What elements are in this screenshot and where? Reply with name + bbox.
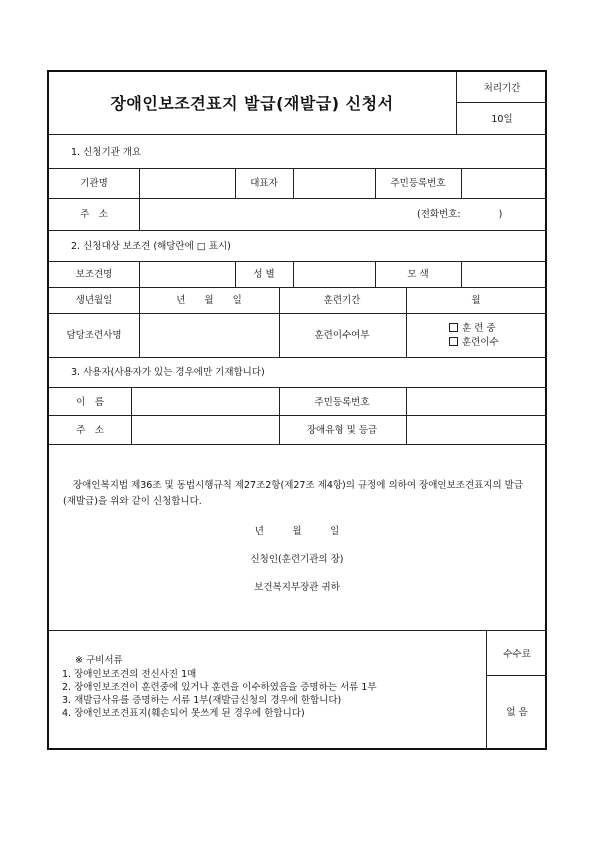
application-date[interactable]: 년 월 일 xyxy=(254,526,340,537)
application-form xyxy=(47,70,547,750)
dog-sex-label: 성 별 xyxy=(253,269,275,280)
agency-address-label: 주 소 xyxy=(80,209,108,220)
row-rule xyxy=(49,313,547,314)
fee-value: 없 음 xyxy=(506,707,528,718)
trainer-name-label: 담당조련사명 xyxy=(66,330,122,341)
fee-divider xyxy=(486,630,487,750)
col-rule xyxy=(375,261,376,287)
declaration-text: 장애인복지법 제36조 및 동법시행규칙 제27조2항(제27조 제4항)의 규정에 의하여 장애인보조견표지의 발급(재발급)을 위와 같이 신청합니다. xyxy=(63,480,524,507)
processing-period-value: 10일 xyxy=(491,114,513,125)
training-completion-label: 훈련이수여부 xyxy=(314,330,370,341)
row-rule xyxy=(49,287,547,288)
dog-color-label: 모 색 xyxy=(407,269,429,280)
document-item-2: 2. 장애인보조견이 훈련중에 있거나 훈련을 이수하였음을 증명하는 서류 1부 xyxy=(62,682,377,693)
user-name-field[interactable] xyxy=(132,388,278,414)
resident-no-label: 주민등록번호 xyxy=(390,178,446,189)
trainer-name-field[interactable] xyxy=(140,314,278,356)
title-divider xyxy=(456,72,457,134)
agency-address-field[interactable] xyxy=(140,199,440,229)
user-address-field[interactable] xyxy=(132,416,278,443)
col-rule xyxy=(375,168,376,198)
dog-name-label: 보조견명 xyxy=(75,269,113,280)
training-period-label: 훈련기간 xyxy=(323,295,361,306)
document-item-4: 4. 장애인보조견표지(훼손되어 못쓰게 된 경우에 한합니다) xyxy=(62,708,305,719)
birth-date-label: 생년월일 xyxy=(75,295,113,306)
representative-label: 대표자 xyxy=(250,178,278,189)
dog-sex-field[interactable] xyxy=(294,262,374,286)
fee-label: 수수료 xyxy=(503,649,531,660)
documents-heading: ※ 구비서류 xyxy=(75,655,123,666)
agency-phone-label: (전화번호: ) xyxy=(417,209,503,220)
form-title: 장애인보조견표지 발급(재발급) 신청서 xyxy=(110,94,394,113)
user-resident-no-field[interactable] xyxy=(407,388,546,414)
disability-grade-field[interactable] xyxy=(407,416,546,443)
section2-heading: 2. 신청대상 보조견 (해당란에 □ 표시) xyxy=(71,241,231,252)
agency-name-field[interactable] xyxy=(140,169,234,197)
checkbox-completed[interactable] xyxy=(449,337,458,346)
dog-color-field[interactable] xyxy=(462,262,546,286)
birth-date-field[interactable]: 년 월 일 xyxy=(176,295,242,306)
section1-heading: 1. 신청기관 개요 xyxy=(71,147,142,158)
footer-rule xyxy=(49,630,547,631)
agency-name-label: 기관명 xyxy=(80,178,108,189)
checkbox-in-training[interactable] xyxy=(449,323,458,332)
col-rule xyxy=(279,287,280,357)
user-address-label: 주 소 xyxy=(76,425,104,436)
col-rule xyxy=(235,168,236,198)
option-in-training-label: 훈 련 중 xyxy=(462,323,496,334)
resident-no-field[interactable] xyxy=(462,169,546,197)
row-rule xyxy=(49,357,547,358)
option-completed-label: 훈련이수 xyxy=(462,337,499,348)
applicant-signature[interactable]: 신청인(훈련기관의 장) xyxy=(250,554,344,565)
option-completed[interactable] xyxy=(449,338,499,348)
col-rule xyxy=(235,261,236,287)
dog-name-field[interactable] xyxy=(140,262,234,286)
training-period-field[interactable]: 월 xyxy=(471,295,481,306)
row-rule xyxy=(49,444,547,445)
document-item-1: 1. 장애인보조견의 전신사진 1매 xyxy=(62,669,197,680)
user-name-label: 이 름 xyxy=(76,397,104,408)
recipient-line: 보건복지부장관 귀하 xyxy=(254,582,340,593)
fee-label-rule xyxy=(486,675,547,676)
disability-grade-label: 장애유형 및 등급 xyxy=(306,425,378,436)
row-rule xyxy=(49,230,547,231)
processing-divider xyxy=(456,102,547,103)
title-bottom-rule xyxy=(49,134,547,135)
processing-period-label: 처리기간 xyxy=(483,83,521,94)
document-item-3: 3. 재발급사유를 증명하는 서류 1부(재발급신청의 경우에 한합니다) xyxy=(62,695,342,706)
section3-heading: 3. 사용자(사용자가 있는 경우에만 기재합니다) xyxy=(71,367,265,378)
col-rule xyxy=(406,287,407,357)
representative-field[interactable] xyxy=(294,169,374,197)
user-resident-no-label: 주민등록번호 xyxy=(314,397,370,408)
option-in-training[interactable] xyxy=(449,324,496,334)
